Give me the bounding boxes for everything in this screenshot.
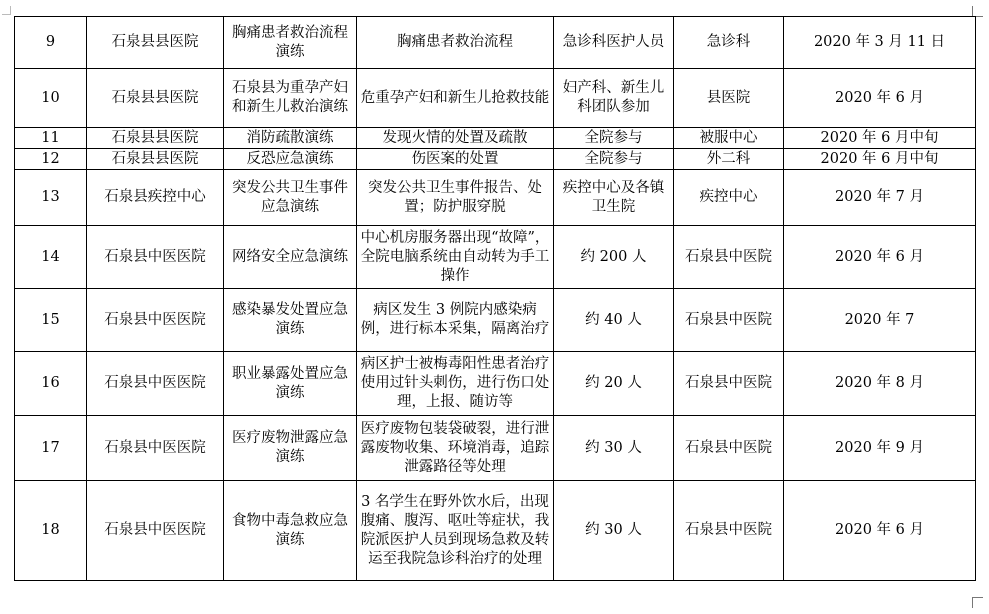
- location-cell: 县医院: [674, 69, 784, 128]
- location-cell: 疾控中心: [674, 170, 784, 226]
- participants-cell: 约 30 人: [554, 416, 674, 481]
- date-cell: 2020 年 8 月: [784, 352, 976, 416]
- date-cell: 2020 年 6 月: [784, 481, 976, 581]
- drill-name-cell: 医疗废物泄露应急演练: [224, 416, 357, 481]
- row-number: 18: [15, 481, 87, 581]
- participants-cell: 全院参与: [554, 149, 674, 170]
- date-cell: 2020 年 3 月 11 日: [784, 17, 976, 69]
- drill-content-cell: 伤医案的处置: [357, 149, 554, 170]
- row-number: 13: [15, 170, 87, 226]
- unit-cell: 石泉县县医院: [87, 128, 224, 149]
- drill-name-cell: 职业暴露处置应急演练: [224, 352, 357, 416]
- table-row: [15, 289, 976, 352]
- table-row: [15, 170, 976, 226]
- drill-name-cell: 食物中毒急救应急演练: [224, 481, 357, 581]
- location-cell: 石泉县中医院: [674, 481, 784, 581]
- unit-cell: 石泉县中医医院: [87, 289, 224, 352]
- participants-cell: 约 200 人: [554, 226, 674, 289]
- row-number: 9: [15, 17, 87, 69]
- drill-content-cell: 3 名学生在野外饮水后，出现腹痛、腹泻、呕吐等症状，我院派医护人员到现场急救及转运至我院急诊科治疗的处理: [357, 481, 554, 581]
- location-cell: 石泉县中医院: [674, 226, 784, 289]
- date-cell: 2020 年 6 月中旬: [784, 128, 976, 149]
- table-row: [15, 69, 976, 128]
- unit-cell: 石泉县县医院: [87, 149, 224, 170]
- date-cell: 2020 年 7 月: [784, 170, 976, 226]
- table-row: [15, 416, 976, 481]
- drill-name-cell: 石泉县为重孕产妇和新生儿救治演练: [224, 69, 357, 128]
- location-cell: 石泉县中医院: [674, 416, 784, 481]
- date-cell: 2020 年 7: [784, 289, 976, 352]
- participants-cell: 约 30 人: [554, 481, 674, 581]
- participants-cell: 急诊科医护人员: [554, 17, 674, 69]
- unit-cell: 石泉县中医医院: [87, 416, 224, 481]
- margin-marker-bottom-right: [972, 597, 983, 608]
- drill-content-cell: 胸痛患者救治流程: [357, 17, 554, 69]
- date-cell: 2020 年 6 月中旬: [784, 149, 976, 170]
- date-cell: 2020 年 6 月: [784, 226, 976, 289]
- unit-cell: 石泉县中医医院: [87, 481, 224, 581]
- row-number: 14: [15, 226, 87, 289]
- drill-name-cell: 感染暴发处置应急演练: [224, 289, 357, 352]
- date-cell: 2020 年 6 月: [784, 69, 976, 128]
- participants-cell: 约 40 人: [554, 289, 674, 352]
- unit-cell: 石泉县疾控中心: [87, 170, 224, 226]
- drill-content-cell: 医疗废物包装袋破裂，进行泄露废物收集、环境消毒，追踪泄露路径等处理: [357, 416, 554, 481]
- participants-cell: 全院参与: [554, 128, 674, 149]
- table-row: [15, 352, 976, 416]
- drill-content-cell: 中心机房服务器出现“故障”，全院电脑系统由自动转为手工操作: [357, 226, 554, 289]
- drill-name-cell: 消防疏散演练: [224, 128, 357, 149]
- drill-name-cell: 反恐应急演练: [224, 149, 357, 170]
- location-cell: 外二科: [674, 149, 784, 170]
- unit-cell: 石泉县县医院: [87, 17, 224, 69]
- drill-name-cell: 网络安全应急演练: [224, 226, 357, 289]
- participants-cell: 疾控中心及各镇卫生院: [554, 170, 674, 226]
- row-number: 12: [15, 149, 87, 170]
- drill-content-cell: 危重孕产妇和新生儿抢救技能: [357, 69, 554, 128]
- table-row: [15, 226, 976, 289]
- row-number: 10: [15, 69, 87, 128]
- drill-schedule-table: [14, 16, 976, 581]
- table-row: [15, 17, 976, 69]
- participants-cell: 妇产科、新生儿科团队参加: [554, 69, 674, 128]
- row-number: 11: [15, 128, 87, 149]
- drill-name-cell: 突发公共卫生事件应急演练: [224, 170, 357, 226]
- drill-content-cell: 发现火情的处置及疏散: [357, 128, 554, 149]
- participants-cell: 约 20 人: [554, 352, 674, 416]
- location-cell: 被服中心: [674, 128, 784, 149]
- unit-cell: 石泉县县医院: [87, 69, 224, 128]
- table-row: [15, 481, 976, 581]
- drill-name-cell: 胸痛患者救治流程演练: [224, 17, 357, 69]
- table-row: [15, 128, 976, 149]
- row-number: 15: [15, 289, 87, 352]
- date-cell: 2020 年 9 月: [784, 416, 976, 481]
- location-cell: 石泉县中医院: [674, 352, 784, 416]
- location-cell: 急诊科: [674, 17, 784, 69]
- row-number: 17: [15, 416, 87, 481]
- row-number: 16: [15, 352, 87, 416]
- drill-content-cell: 病区发生 3 例院内感染病例，进行标本采集，隔离治疗: [357, 289, 554, 352]
- unit-cell: 石泉县中医医院: [87, 226, 224, 289]
- table-row: [15, 149, 976, 170]
- drill-content-cell: 病区护士被梅毒阳性患者治疗使用过针头刺伤，进行伤口处理，上报、随访等: [357, 352, 554, 416]
- margin-marker-top-left: [2, 6, 11, 15]
- location-cell: 石泉县中医院: [674, 289, 784, 352]
- unit-cell: 石泉县中医医院: [87, 352, 224, 416]
- drill-content-cell: 突发公共卫生事件报告、处置；防护服穿脱: [357, 170, 554, 226]
